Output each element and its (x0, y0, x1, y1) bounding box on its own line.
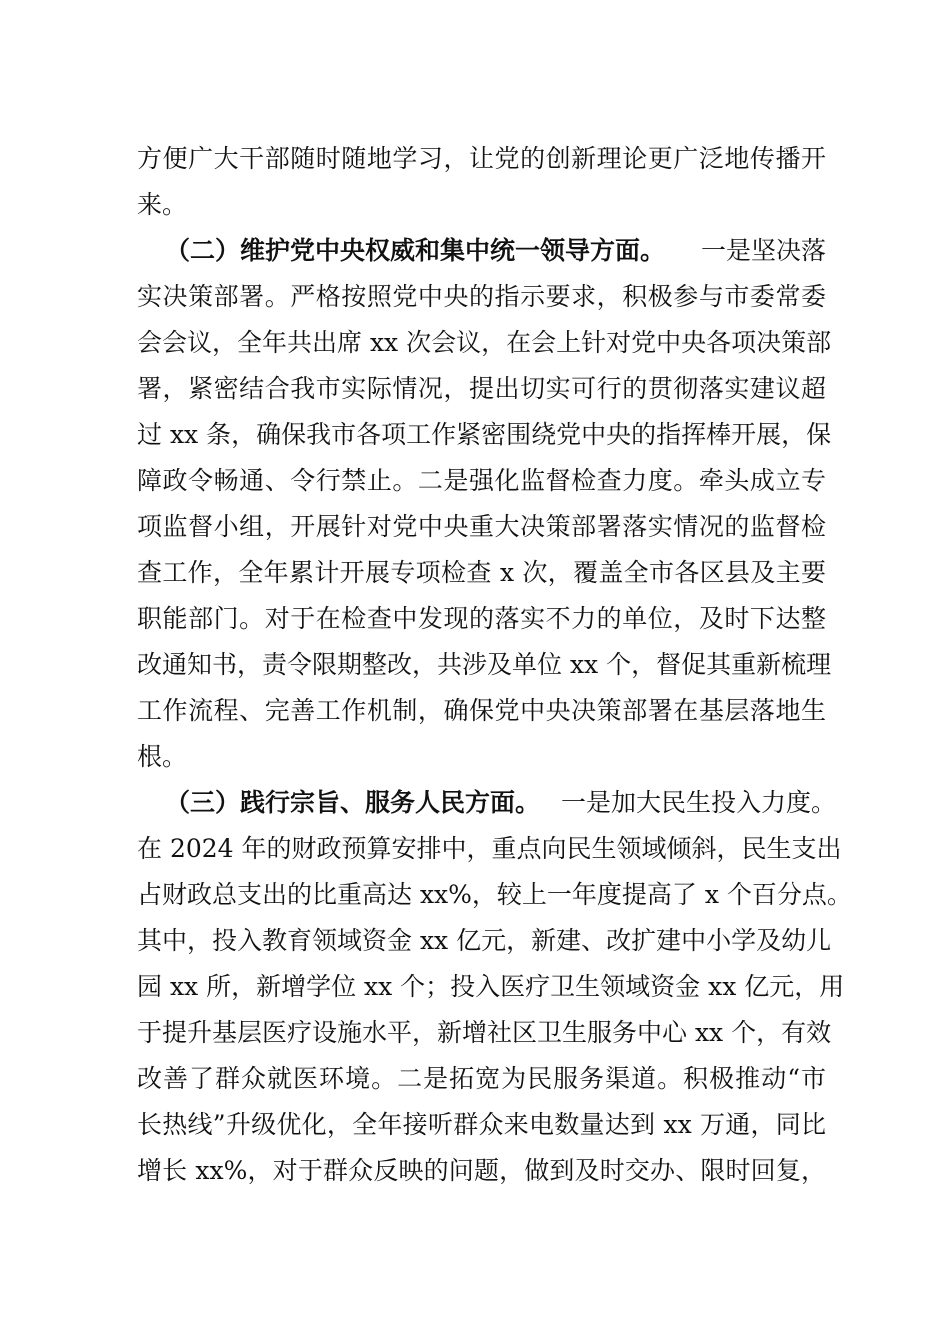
body-text-line: 增长 xx%，对于群众反映的问题，做到及时交办、限时回复， (137, 1156, 826, 1185)
body-text-line: 过 xx 条，确保我市各项工作紧密围绕党中央的指挥棒开展，保 (137, 420, 832, 449)
body-text-line: 于提升基层医疗设施水平，新增社区卫生服务中心 xx 个，有效 (137, 1018, 832, 1047)
body-text-line: 根。 (137, 742, 188, 771)
body-text-segment: 一是加大民生投入力度。 (560, 788, 836, 817)
body-text-line: 会会议，全年共出席 xx 次会议，在会上针对党中央各项决策部 (137, 328, 832, 357)
body-text-line: 署，紧密结合我市实际情况，提出切实可行的贯彻落实建议超 (137, 374, 826, 403)
body-text-line: 改善了群众就医环境。二是拓宽为民服务渠道。积极推动“市 (137, 1064, 826, 1093)
body-text-line: 项监督小组，开展针对党中央重大决策部署落实情况的监督检 (137, 512, 826, 541)
body-text-line: 在 2024 年的财政预算安排中，重点向民生领域倾斜，民生支出 (137, 834, 842, 863)
body-text-line: 其中，投入教育领域资金 xx 亿元，新建、改扩建中小学及幼儿 (137, 926, 832, 955)
body-text-line: 方便广大干部随时随地学习，让党的创新理论更广泛地传播开 (137, 144, 826, 173)
section-heading-two: （二）维护党中央权威和集中统一领导方面。 (165, 236, 666, 265)
body-text-line: 工作流程、完善工作机制，确保党中央决策部署在基层落地生 (137, 696, 826, 725)
section-two-first-line (165, 231, 826, 271)
body-text-segment: 一是坚决落 (700, 236, 826, 265)
body-text-line: 障政令畅通、令行禁止。二是强化监督检查力度。牵头成立专 (137, 466, 826, 495)
body-text-line: 长热线”升级优化，全年接听群众来电数量达到 xx 万通，同比 (137, 1110, 826, 1139)
body-text-line: 查工作，全年累计开展专项检查 x 次，覆盖全市各区县及主要 (137, 558, 826, 587)
body-text-line: 来。 (137, 190, 188, 219)
body-text-line: 实决策部署。严格按照党中央的指示要求，积极参与市委常委 (137, 282, 826, 311)
body-text-line: 占财政总支出的比重高达 xx%，较上一年度提高了 x 个百分点。 (137, 880, 852, 909)
body-text-line: 职能部门。对于在检查中发现的落实不力的单位，及时下达整 (137, 604, 826, 633)
body-text-line: 园 xx 所，新增学位 xx 个；投入医疗卫生领域资金 xx 亿元，用 (137, 972, 845, 1001)
body-text-line: 改通知书，责令限期整改，共涉及单位 xx 个，督促其重新梳理 (137, 650, 832, 679)
section-three-first-line (165, 783, 836, 823)
section-heading-three: （三）践行宗旨、服务人民方面。 (165, 788, 541, 817)
